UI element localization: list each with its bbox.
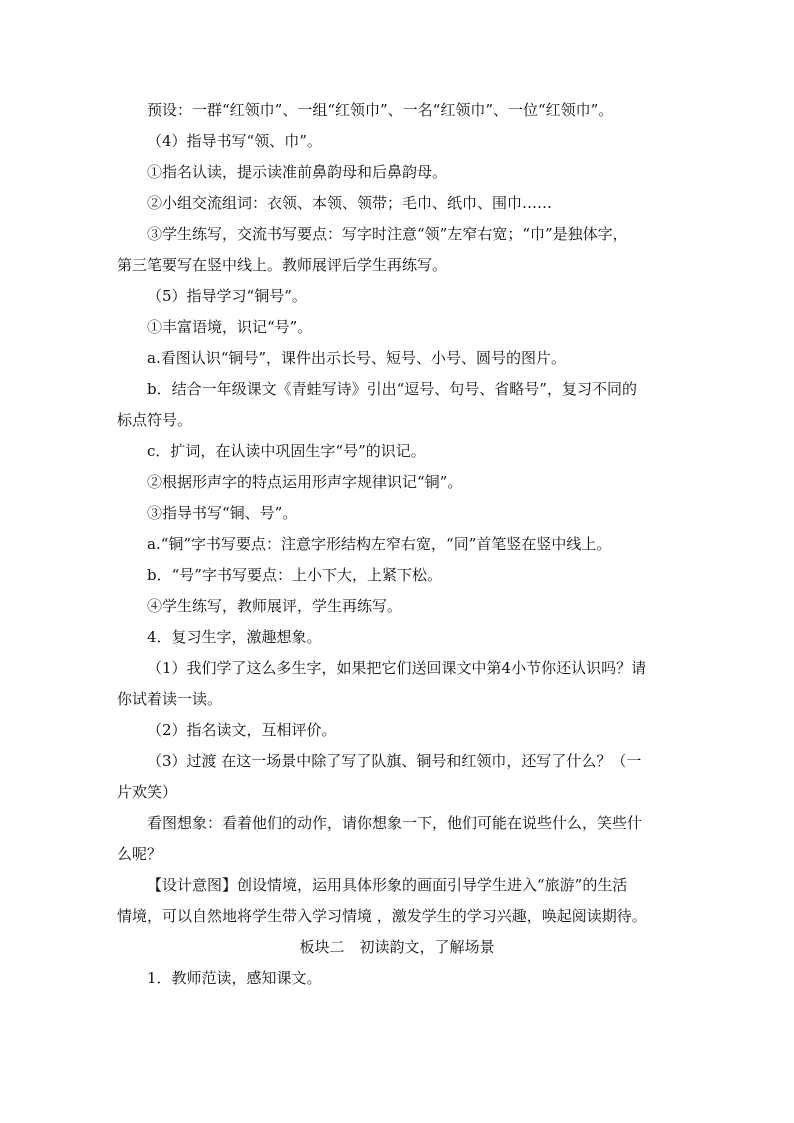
paragraph-step-5: （5）指导学习“铜号”。	[147, 287, 307, 305]
paragraph-item: （2）指名读文，互相评价。	[147, 721, 337, 739]
paragraph-item: （1）我们学了这么多生字，如果把它们送回课文中第4小节你还认识吗？请	[147, 659, 647, 677]
paragraph-item: ②根据形声字的特点运用形声字规律识记“铜”。	[147, 473, 463, 491]
paragraph-continuation: 标点符号。	[117, 411, 193, 429]
paragraph-imagine: 看图想象：看着他们的动作，请你想象一下，他们可能在说些什么，笑些什	[147, 814, 643, 832]
paragraph-item: ①丰富语境，识记“号”。	[147, 318, 313, 336]
paragraph-item: a.看图认识“铜号”，课件出示长号、短号、小号、圆号的图片。	[147, 349, 567, 367]
paragraph-item: ④学生练写，教师展评，学生再练写。	[147, 597, 403, 615]
paragraph-item: ①指名认读，提示读准前鼻韵母和后鼻韵母。	[147, 163, 448, 181]
paragraph-section-4: 4．复习生字，激趣想象。	[147, 628, 322, 646]
paragraph-continuation: 片欢笑）	[117, 783, 178, 801]
paragraph-item: b．结合一年级课文《青蛙写诗》引出“逗号、句号、省略号”，复习不同的	[147, 380, 637, 398]
paragraph-item: c．扩词，在认读中巩固生字“号”的识记。	[147, 442, 426, 460]
paragraph-item: ③学生练写，交流书写要点：写字时注意“领”左窄右宽；“巾”是独体字，	[147, 225, 628, 243]
paragraph-item: （3）过渡 在这一场景中除了写了队旗、铜号和红领巾，还写了什么？（一	[147, 752, 642, 770]
paragraph-step-4: （4）指导书写“领、巾”。	[147, 132, 322, 150]
paragraph-design-intent: 【设计意图】创设情境，运用具体形象的画面引导学生进入“旅游”的生活	[147, 876, 628, 894]
paragraph-continuation: 你试着读一读。	[117, 690, 223, 708]
document-body	[117, 95, 677, 994]
paragraph-continuation: 第三笔要写在竖中线上。教师展评后学生再练写。	[117, 256, 448, 274]
paragraph-continuation: 情境，可以自然地将学生带入学习情境 ，激发学生的学习兴趣，唤起阅读期待。	[117, 907, 647, 925]
paragraph-item: a.“铜”字书写要点：注意字形结构左窄右宽，“同”首笔竖在竖中线上。	[147, 535, 612, 553]
paragraph-item: ③指导书写“铜、号”。	[147, 504, 298, 522]
paragraph-continuation: 么呢？	[117, 845, 163, 863]
paragraph-item: 1．教师范读，感知课文。	[147, 969, 322, 987]
paragraph-item: ②小组交流组词：衣领、本领、领带；毛巾、纸巾、围巾……	[147, 194, 553, 212]
section-heading: 板块二 初读韵文，了解场景	[299, 938, 495, 956]
paragraph-item: b．“号”字书写要点：上小下大，上紧下松。	[147, 566, 442, 584]
paragraph-preset: 预设：一群“红领巾”、一组“红领巾”、一名“红领巾”、一位“红领巾”。	[147, 101, 614, 119]
